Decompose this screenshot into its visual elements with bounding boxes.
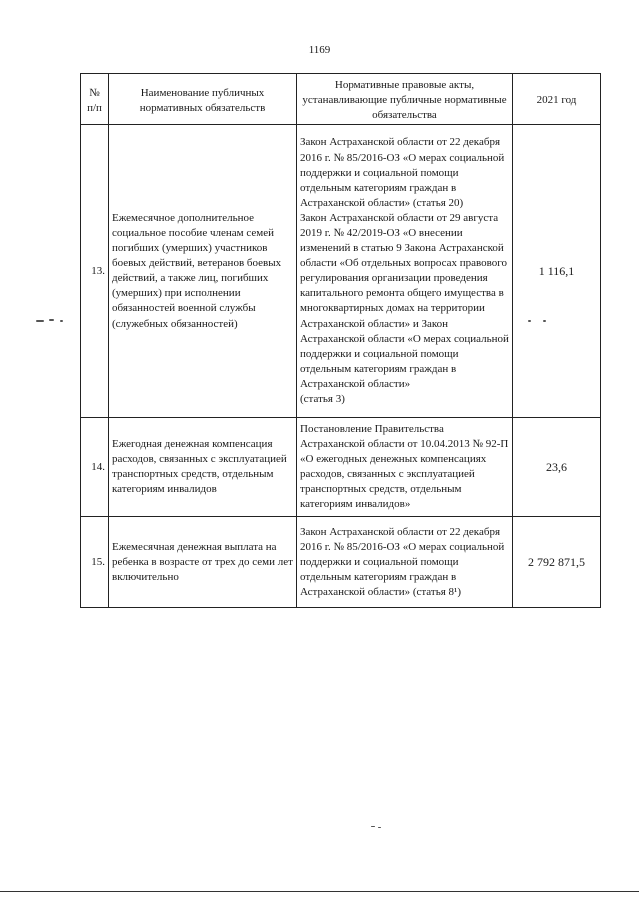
legal-acts: [297, 517, 513, 608]
scan-speck: [378, 827, 381, 828]
header-year: 2021 год: [513, 74, 601, 125]
row-number: 15.: [81, 517, 109, 608]
scan-speck: [60, 320, 63, 322]
table-row: [81, 125, 601, 418]
scan-speck: [543, 320, 546, 322]
amount-2021: 23,6: [513, 418, 601, 517]
table-header-row: [81, 74, 601, 125]
obligations-table: [80, 73, 601, 608]
amount-2021: 1 116,1: [513, 125, 601, 418]
page-number: 1169: [308, 44, 331, 56]
scan-speck: [49, 319, 54, 321]
table-row: [81, 418, 601, 517]
obligation-name: Ежемесячное дополнительное социальное пособие членам семей погибших (умерших) участников боевых действий, ветеранов боевых действий, а также лиц, погибших (умерших) при исполнении обязанностей военной службы (служебных обязанностей): [109, 125, 297, 418]
legal-act: Закон Астраханской области от 22 декабря 2016 г. № 85/2016-ОЗ «О мерах социальной поддержки и социальной помощи отдельным категориям граждан в Астраханской области» (статья 8¹): [300, 525, 505, 598]
header-legal-acts: Нормативные правовые акты, устанавливающие публичные нормативные обязательства: [297, 74, 513, 125]
amount-2021: 2 792 871,5: [513, 517, 601, 608]
obligation-name: Ежемесячная денежная выплата на ребенка в возрасте от трех до семи лет включительно: [109, 517, 297, 608]
legal-act: Закон Астраханской области от 29 августа 2019 г. № 42/2019-ОЗ «О внесении изменений в статью 9 Закона Астраханской области «Об отдельных вопросах правового регулирования организации проведения капитального ремонта общего имущества в многоквартирных домах на территории Астраханской области» и Закон Астраханской области «О мерах социальной поддержки и социальной помощи отдельным категориям граждан в Астраханской области»: [300, 211, 509, 390]
row-number: 14.: [81, 418, 109, 517]
bottom-edge-line: [0, 891, 639, 892]
header-obligation-name: Наименование публичных нормативных обязательств: [109, 74, 297, 125]
obligation-name: Ежегодная денежная компенсация расходов, связанных с эксплуатацией транспортных средств, отдельным категориям инвалидов: [109, 418, 297, 517]
table-row: [81, 517, 601, 608]
row-number: 13.: [81, 125, 109, 418]
scan-speck: [36, 320, 44, 322]
legal-acts: [297, 125, 513, 418]
legal-act: Закон Астраханской области от 22 декабря 2016 г. № 85/2016-ОЗ «О мерах социальной поддержки и социальной помощи отдельным категориям граждан в Астраханской области» (статья 20): [300, 136, 505, 209]
scan-speck: [528, 320, 531, 322]
scan-speck: [371, 826, 375, 827]
legal-acts: [297, 418, 513, 517]
header-number: № п/п: [81, 74, 109, 125]
legal-act: Постановление Правительства Астраханской области от 10.04.2013 № 92-П «О ежегодных денежных компенсациях расходов, связанных с эксплуатацией транспортных средств, отдельным категориям инвалидов»: [300, 423, 509, 511]
legal-act: (статья 3): [300, 393, 345, 406]
